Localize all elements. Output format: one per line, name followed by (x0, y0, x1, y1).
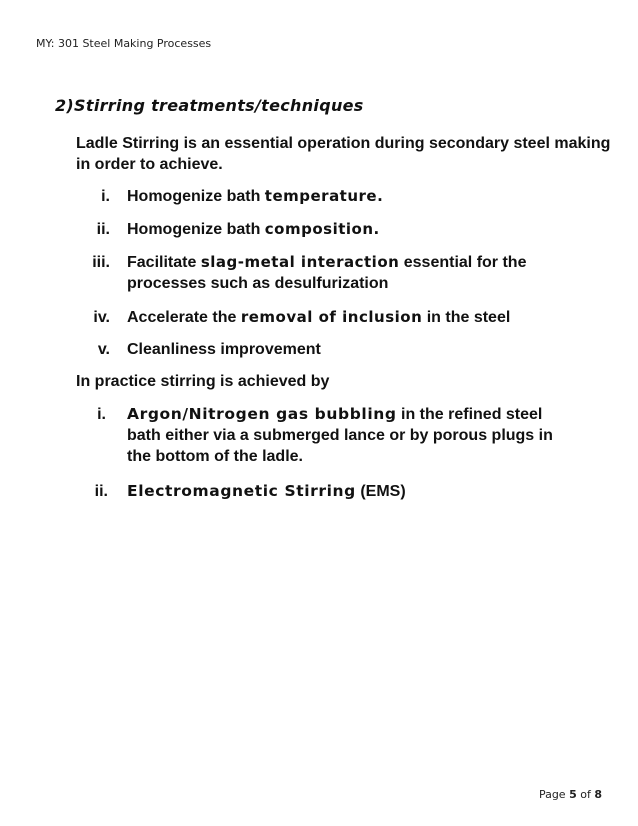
emphasis: temperature. (264, 187, 384, 205)
emphasis: Argon/Nitrogen gas bubbling (127, 405, 397, 423)
page-label: Page (538, 788, 570, 801)
page-of: of (576, 788, 595, 801)
item-text: Facilitate (127, 254, 201, 271)
list-text (127, 252, 577, 294)
list-text (127, 339, 577, 360)
item-text: in the refined steel bath either via a submerged lance or by porous plugs in the bottom of the ladle. (127, 406, 553, 465)
list-number: iii. (92, 254, 110, 271)
list-number: i. (97, 406, 106, 423)
list-text (127, 404, 577, 467)
item-text: Cleanliness improvement (127, 341, 321, 358)
page-total: 8 (594, 788, 602, 801)
intro-paragraph: Ladle Stirring is an essential operation during secondary steel making in order to achieve. (76, 135, 611, 173)
list-number: ii. (94, 483, 108, 500)
emphasis: composition. (264, 220, 380, 238)
list-text (127, 219, 577, 240)
list-number: v. (97, 341, 110, 358)
page-footer (539, 788, 602, 801)
emphasis: removal of inclusion (240, 308, 423, 326)
item-text: Homogenize bath (127, 188, 265, 205)
list-number: iv. (93, 309, 110, 326)
item-text: Accelerate the (127, 309, 241, 326)
list-number: i. (101, 188, 110, 205)
emphasis: slag-metal interaction (200, 253, 400, 271)
page-current: 5 (569, 788, 577, 801)
page-header: MY: 301 Steel Making Processes (36, 37, 212, 50)
list-text (127, 186, 577, 207)
practice-intro: In practice stirring is achieved by (76, 373, 330, 390)
list-text (127, 307, 577, 328)
list-number: ii. (96, 221, 110, 238)
item-text: in the steel (422, 309, 511, 326)
item-text: (EMS) (355, 483, 406, 500)
item-text: essential for the processes such as desulfurization (127, 254, 527, 292)
item-text: Homogenize bath (127, 221, 265, 238)
emphasis: Electromagnetic Stirring (127, 482, 356, 500)
section-title: 2)Stirring treatments/techniques (55, 96, 364, 115)
list-text (127, 481, 577, 502)
